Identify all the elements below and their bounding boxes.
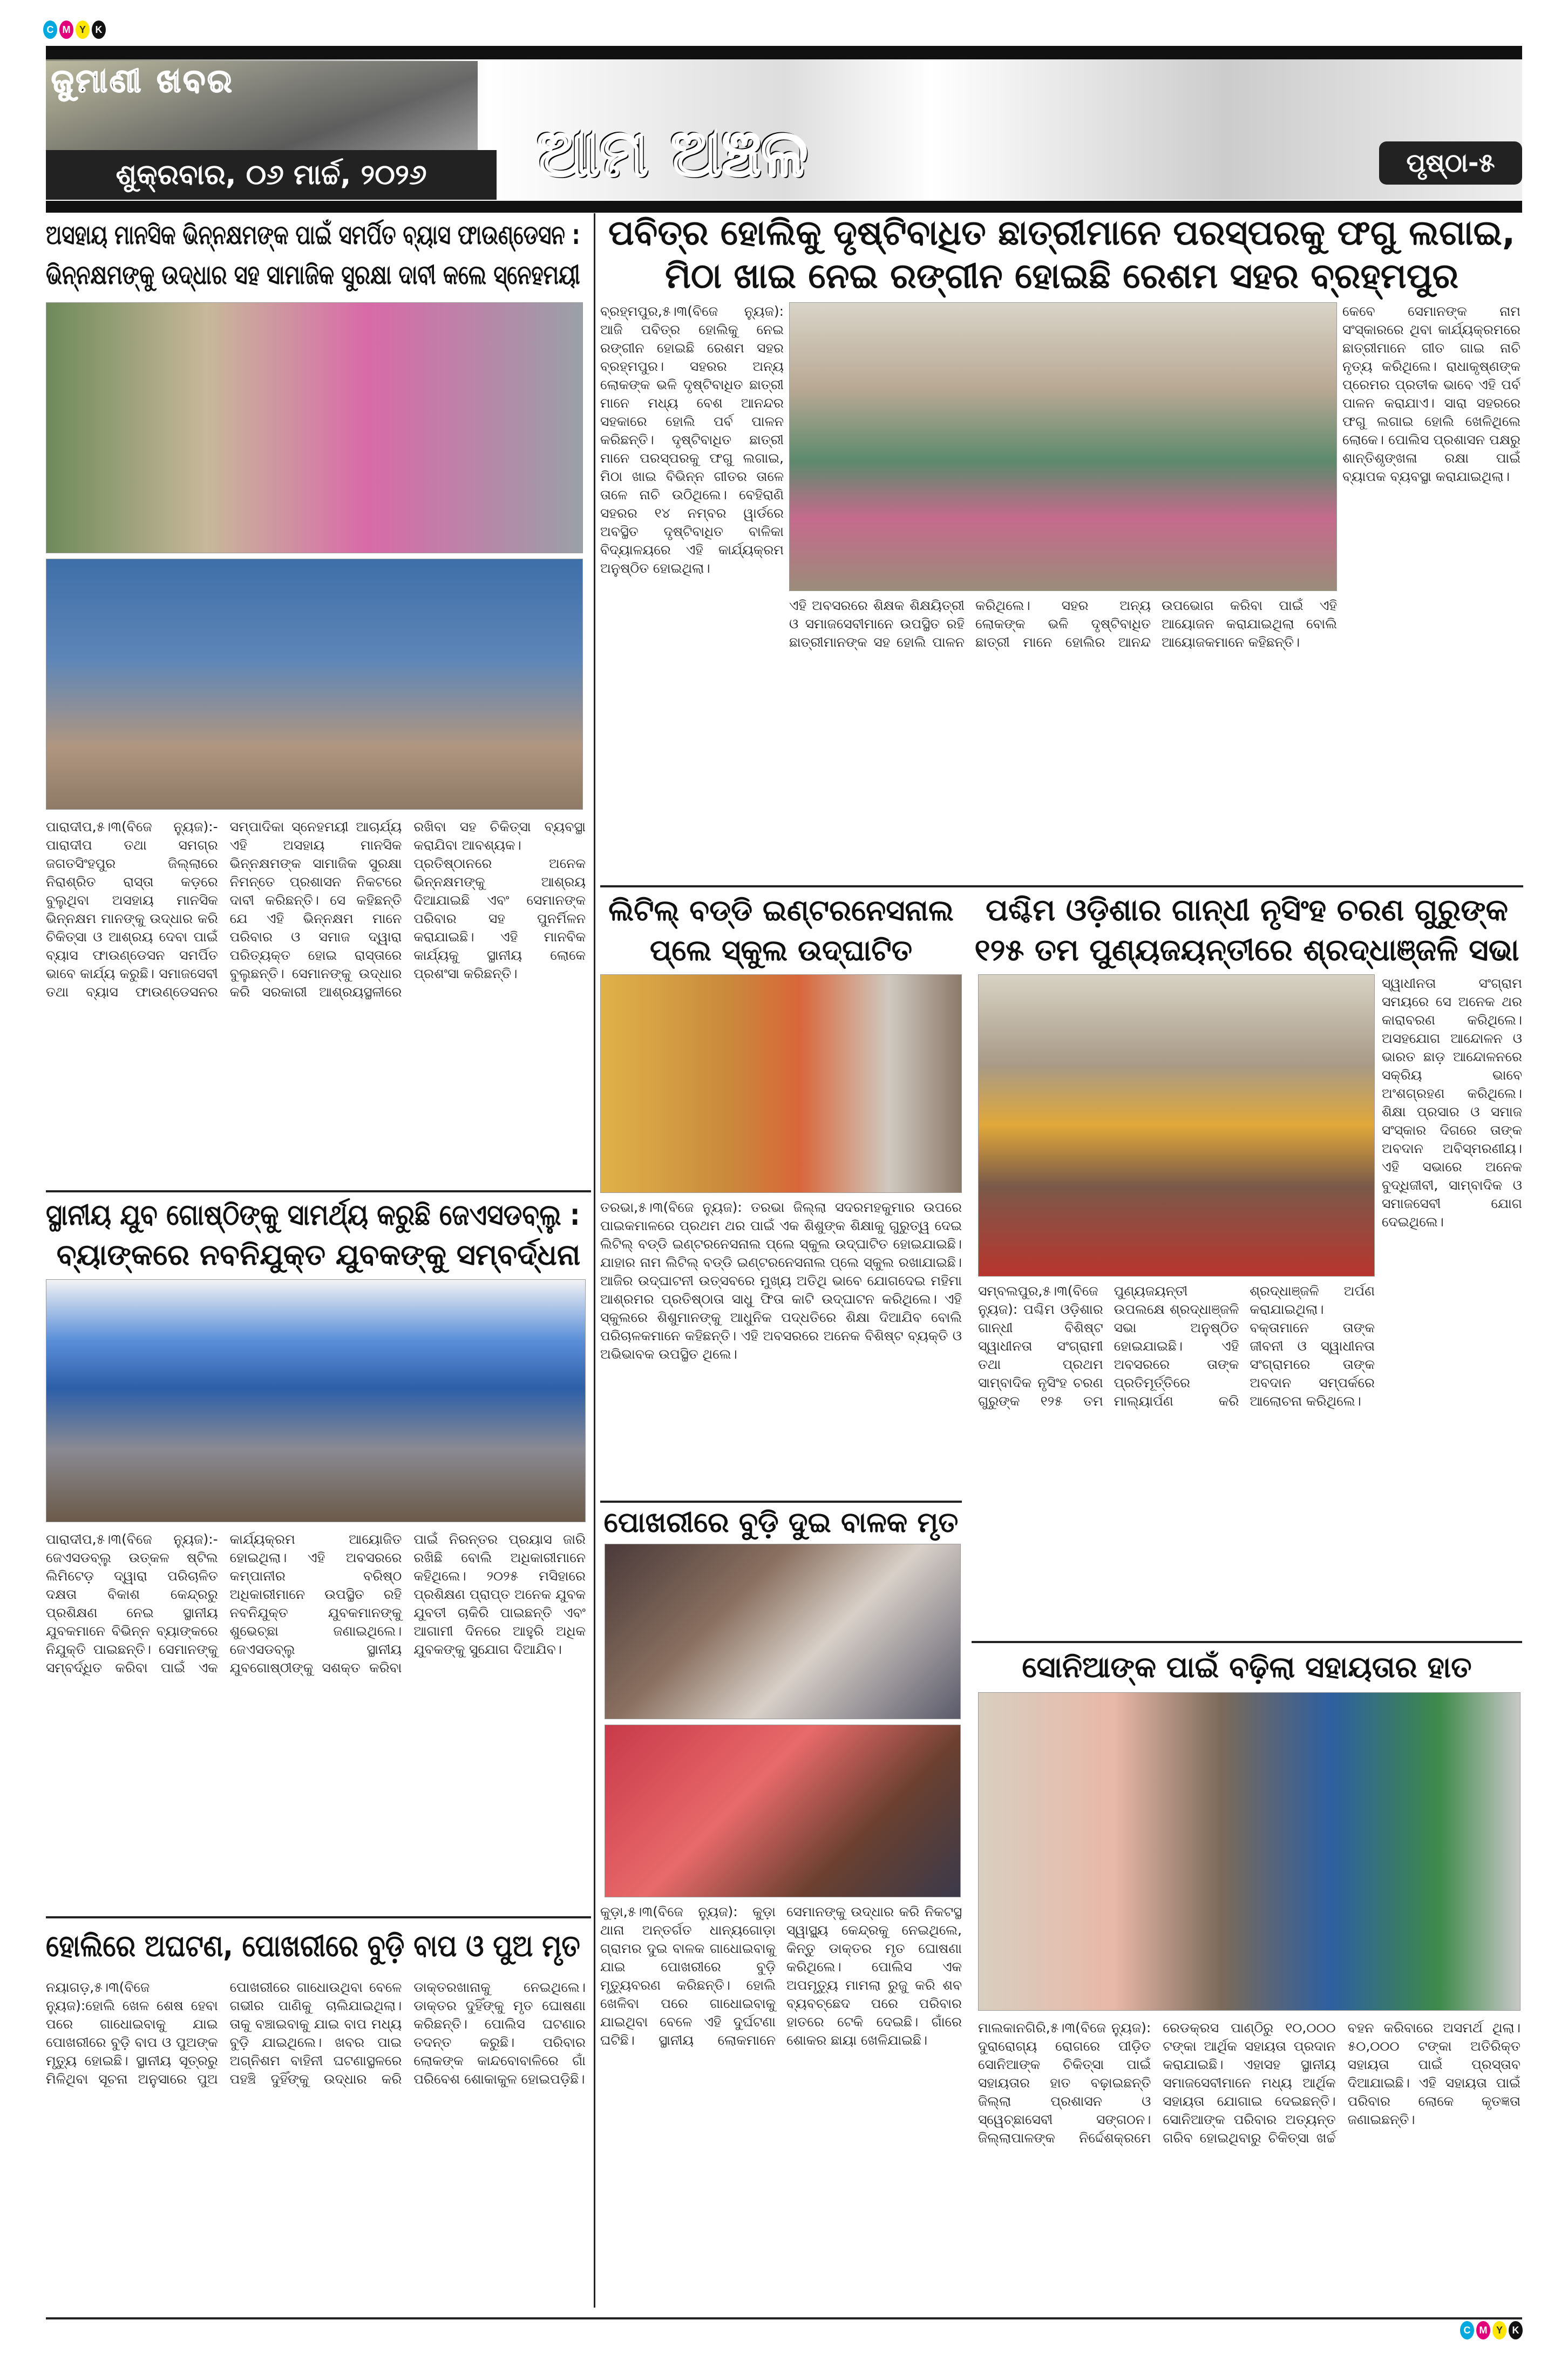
article-body xyxy=(46,1530,586,1908)
headline-line: ହୋଲିରେ ଅଘଟଣ, ପୋଖରୀରେ ବୁଡ଼ି ବାପ ଓ ପୁଅ ମୃତ xyxy=(46,1929,580,1964)
article-headline xyxy=(46,1923,591,1970)
article-body xyxy=(600,1903,962,2313)
article-photo-child-2 xyxy=(605,1725,961,1897)
headline-line: ପଶ୍ଚିମ ଓଡ଼ିଶାର ଗାନ୍ଧୀ ନୃସିଂହ ଚରଣ ଗୁରୁଙ୍କ xyxy=(986,893,1508,928)
masthead-bottom-bar xyxy=(46,201,1522,213)
article-paragraph: ନୟାଗଡ଼,୫।୩(ବିଜେ ନ୍ୟୁଜ):ହୋଲି ଖେଳ ଶେଷ ହେବା ପରେ ଗାଧୋଇବାକୁ ଯାଇ ପୋଖରୀରେ ବୁଡ଼ି ବାପ ଓ ପୁଅଙ୍କ ମୃତ୍ୟୁ ହୋଇଛି। ସ୍ଥାନୀୟ ସୂତ୍ରରୁ ମିଳିଥିବା ସୂଚନା ଅନୁସାରେ ପୁଅ ପୋଖରୀରେ ଗାଧୋଉଥିବା ବେଳେ ଗଭୀର ପାଣିକୁ ଚାଲିଯାଇଥିଲା। ତାକୁ ବଞ୍ଚାଇବାକୁ ଯାଇ ବାପ ମଧ୍ୟ ବୁଡ଼ି ଯାଇଥିଲେ। ଖବର ପାଇ ଅଗ୍ନିଶମ ବାହିନୀ ଘଟଣାସ୍ଥଳରେ ପହଞ୍ଚି ଦୁହିଁଙ୍କୁ ଉଦ୍ଧାର କରି ଡାକ୍ତରଖାନାକୁ ନେଇଥିଲେ। ଡାକ୍ତର ଦୁହିଁଙ୍କୁ ମୃତ ଘୋଷଣା କରିଛନ୍ତି। ପୋଲିସ ଘଟଣାର ତଦନ୍ତ କରୁଛି। ପରିବାର ଲୋକଙ୍କ କାନ୍ଦବୋବାଳିରେ ଗାଁ ପରିବେଶ ଶୋକାକୁଳ ହୋଇପଡ଼ିଛି। xyxy=(46,1979,586,2087)
article-headline xyxy=(600,891,962,971)
article-photo-inauguration xyxy=(600,974,962,1193)
section-divider xyxy=(46,1190,591,1192)
article-paragraph: ପାରାଦୀପ,୫।୩(ବିଜେ ନ୍ୟୁଜ):- ଜେଏସଡବ୍ଲୁ ଉତ୍କଳ ଷ୍ଟିଲ ଲିମିଟେଡ଼ ଦ୍ୱାରା ପରିଚାଳିତ ଦକ୍ଷତା ବିକାଶ କେନ୍ଦ୍ରରୁ ପ୍ରଶିକ୍ଷଣ ନେଇ ସ୍ଥାନୀୟ ଯୁବକମାନେ ବିଭିନ୍ନ ବ୍ୟାଙ୍କରେ ନିଯୁକ୍ତି ପାଇଛନ୍ତି। ସେମାନଙ୍କୁ ସମ୍ବର୍ଦ୍ଧିତ କରିବା ପାଇଁ ଏକ କାର୍ଯ୍ୟକ୍ରମ ଆୟୋଜିତ ହୋଇଥିଲା। ଏହି ଅବସରରେ କମ୍ପାନୀର ବରିଷ୍ଠ ଅଧିକାରୀମାନେ ଉପସ୍ଥିତ ରହି ନବନିଯୁକ୍ତ ଯୁବକମାନଙ୍କୁ ଶୁଭେଚ୍ଛା ଜଣାଇଥିଲେ। ଜେଏସଡବ୍ଲୁ ସ୍ଥାନୀୟ ଯୁବଗୋଷ୍ଠୀଙ୍କୁ ସଶକ୍ତ କରିବା ପାଇଁ ନିରନ୍ତର ପ୍ରୟାସ ଜାରି ରଖିଛି ବୋଲି ଅଧିକାରୀମାନେ କହିଥିଲେ। ୨୦୨୫ ମସିହାରେ ପ୍ରଶିକ୍ଷଣ ପ୍ରାପ୍ତ ଅନେକ ଯୁବକ ଯୁବତୀ ଚାକିରି ପାଇଛନ୍ତି ଏବଂ ଆଗାମୀ ଦିନରେ ଆହୁରି ଅଧିକ ଯୁବକଙ୍କୁ ସୁଯୋଗ ଦିଆଯିବ। xyxy=(46,1531,586,1675)
article-body xyxy=(1342,302,1521,883)
article-headline xyxy=(600,212,1523,298)
cmyk-cyan-icon: C xyxy=(43,21,57,39)
article-headline xyxy=(46,215,591,295)
column-divider xyxy=(594,213,595,2308)
cmyk-black-icon: K xyxy=(92,21,106,39)
article-photo-portraits xyxy=(46,302,583,553)
article-body xyxy=(46,818,586,1185)
article-paragraph: କେବେ ସେମାନଙ୍କ ନାମ ସଂସ୍କାରରେ ଥିବା କାର୍ଯ୍ୟକ୍ରମରେ ଛାତ୍ରୀମାନେ ଗୀତ ଗାଇ ନାଚି ନୃତ୍ୟ କରିଥିଲେ। ରାଧାକୃଷ୍ଣଙ୍କ ପ୍ରେମର ପ୍ରତୀକ ଭାବେ ଏହି ପର୍ବ ପାଳନ କରାଯାଏ। ସାରା ସହରରେ ଫଗୁ ଲଗାଇ ହୋଲି ଖେଳିଥିଲେ ଲୋକେ। ପୋଲିସ ପ୍ରଶାସନ ପକ୍ଷରୁ ଶାନ୍ତିଶୃଙ୍ଖଳା ରକ୍ଷା ପାଇଁ ବ୍ୟାପକ ବ୍ୟବସ୍ଥା କରାଯାଇଥିଲା। xyxy=(1342,303,1521,484)
headline-line: ବ୍ୟାଙ୍କରେ ନବନିଯୁକ୍ତ ଯୁବକଙ୍କୁ ସମ୍ବର୍ଦ୍ଧନା xyxy=(56,1238,581,1272)
headline-line: ୧୨୫ ତମ ପୁଣ୍ୟଜୟନ୍ତୀରେ ଶ୍ରଦ୍ଧାଞ୍ଜଳି ସଭା xyxy=(974,933,1519,968)
headline-line: ପ୍ଲେ ସ୍କୁଲ ଉଦ୍‌ଘାଟିତ xyxy=(649,933,913,967)
article-paragraph: କୁଡ଼ା,୫।୩(ବିଜେ ନ୍ୟୁଜ): କୁଡ଼ା ଥାନା ଅନ୍ତର୍ଗତ ଧାନ୍ୟଗୋଡ଼ା ଗ୍ରାମର ଦୁଇ ବାଳକ ଗାଧୋଇବାକୁ ଯାଇ ପୋଖରୀରେ ବୁଡ଼ି ମୃତ୍ୟୁବରଣ କରିଛନ୍ତି। ହୋଲି ଖେଳିବା ପରେ ଗାଧୋଇବାକୁ ଯାଇଥିବା ବେଳେ ଏହି ଦୁର୍ଘଟଣା ଘଟିଛି। ସ୍ଥାନୀୟ ଲୋକମାନେ ସେମାନଙ୍କୁ ଉଦ୍ଧାର କରି ନିକଟସ୍ଥ ସ୍ୱାସ୍ଥ୍ୟ କେନ୍ଦ୍ରକୁ ନେଇଥିଲେ, କିନ୍ତୁ ଡାକ୍ତର ମୃତ ଘୋଷଣା କରିଥିଲେ। ପୋଲିସ ଏକ ଅପମୃତ୍ୟୁ ମାମଲା ରୁଜୁ କରି ଶବ ବ୍ୟବଚ୍ଛେଦ ପରେ ପରିବାର ହାତରେ ଟେକି ଦେଇଛି। ଗାଁରେ ଶୋକର ଛାୟା ଖେଳିଯାଇଛି। xyxy=(600,1904,962,2048)
page-bottom-rule xyxy=(46,2317,1522,2319)
headline-line: ମିଠା ଖାଇ ନେଇ ରଙ୍ଗୀନ ହୋଇଛି ରେଶମ ସହର ବ୍ରହ୍ମପୁର xyxy=(664,256,1459,296)
cmyk-magenta-icon: M xyxy=(59,21,73,39)
article-paragraph: ଏହି ଅବସରରେ ଶିକ୍ଷକ ଶିକ୍ଷୟିତ୍ରୀ ଓ ସମାଜସେବୀମାନେ ଉପସ୍ଥିତ ରହି ଛାତ୍ରୀମାନଙ୍କ ସହ ହୋଲି ପାଳନ କରିଥିଲେ। ସହର ଅନ୍ୟ ଲୋକଙ୍କ ଭଳି ଦୃଷ୍ଟିବାଧିତ ଛାତ୍ରୀ ମାନେ ହୋଲିର ଆନନ୍ଦ ଉପଭୋଗ କରିବା ପାଇଁ ଏହି ଆୟୋଜନ କରାଯାଇଥିଲା ବୋଲି ଆୟୋଜକମାନେ କହିଛନ୍ତି। xyxy=(789,598,1337,650)
article-paragraph: ବ୍ରହ୍ମପୁର,୫।୩(ବିଜେ ନ୍ୟୁଜ): ଆଜି ପବିତ୍ର ହୋଲିକୁ ନେଇ ରଙ୍ଗୀନ ହୋଇଛି ରେଶମ ସହର ବ୍ରହ୍ମପୁର। ସହରର ଅନ୍ୟ ଲୋକଙ୍କ ଭଳି ଦୃଷ୍ଟିବାଧିତ ଛାତ୍ରୀ ମାନେ ମଧ୍ୟ ବେଶ ଆନନ୍ଦର ସହକାରେ ହୋଲି ପର୍ବ ପାଳନ କରିଛନ୍ତି। ଦୃଷ୍ଟିବାଧିତ ଛାତ୍ରୀ ମାନେ ପରସ୍ପରକୁ ଫଗୁ ଲଗାଇ, ମିଠା ଖାଇ ବିଭିନ୍ନ ଗୀତର ତାଳେ ତାଳେ ନାଚି ଉଠିଥିଲେ। ବେହିରାଣି ସହରର ୧୪ ନମ୍ବର ୱାର୍ଡରେ ଅବସ୍ଥିତ ଦୃଷ୍ଟିବାଧିତ ବାଳିକା ବିଦ୍ୟାଳୟରେ ଏହି କାର୍ଯ୍ୟକ୍ରମ ଅନୁଷ୍ଠିତ ହୋଇଥିଲା। xyxy=(600,303,784,576)
article-photo-child-1 xyxy=(605,1544,961,1719)
print-registration-marks-bottom xyxy=(1460,2321,1523,2339)
cmyk-yellow-icon: Y xyxy=(76,21,90,39)
section-title: ଆମ ଅଞ୍ଚଳ xyxy=(537,116,808,191)
headline-line: ପୋଖରୀରେ ବୁଡ଼ି ଦୁଇ ବାଳକ ମୃତ xyxy=(603,1507,959,1539)
article-photo-tribute xyxy=(978,974,1375,1277)
article-body xyxy=(600,1198,962,1495)
headline-line: ଭିନ୍ନକ୍ଷମଙ୍କୁ ଉଦ୍ଧାର ସହ ସାମାଜିକ ସୁରକ୍ଷା ଦାବୀ କଲେ ସ୍ନେହମୟୀ xyxy=(46,259,580,290)
article-headline xyxy=(46,1195,591,1275)
article-body xyxy=(789,596,1337,883)
article-headline xyxy=(600,1505,962,1541)
masthead-top-bar xyxy=(46,46,1522,61)
article-body xyxy=(46,1978,586,2313)
article-photo-hospital xyxy=(978,1692,1521,2011)
article-headline xyxy=(972,891,1522,971)
article-paragraph: ତରଭା,୫।୩(ବିଜେ ନ୍ୟୁଜ): ତରଭା ଜିଲ୍ଲା ସଦରମହକୁମାର ଉପରେ ପାଇକମାଳରେ ପ୍ରଥମ ଥର ପାଇଁ ଏକ ଶିଶୁଙ୍କ ଶିକ୍ଷାକୁ ଗୁରୁତ୍ୱ ଦେଇ ଲିଟିଲ୍ ବଡ୍ଡି ଇଣ୍ଟରନେସନାଲ ପ୍ଲେ ସ୍କୁଲ ଉଦ୍‌ଘାଟିତ ହୋଇଯାଇଛି। ଯାହାର ନାମ ଲିଟିଲ୍ ବଡ୍ଡି ଇଣ୍ଟରନେସନାଲ ପ୍ଲେ ସ୍କୁଲ ରଖାଯାଇଛି। ଆଜିର ଉଦ୍‌ଘାଟନୀ ଉତ୍ସବରେ ମୁଖ୍ୟ ଅତିଥି ଭାବେ ଯୋଗଦେଇ ମହିମା ଆଶ୍ରମର ପ୍ରତିଷ୍ଠାତା ସାଧୁ ଫିତା କାଟି ଉଦ୍‌ଘାଟନ କରିଥିଲେ। ଏହି ସ୍କୁଲରେ ଶିଶୁମାନଙ୍କୁ ଆଧୁନିକ ପଦ୍ଧତିରେ ଶିକ୍ଷା ଦିଆଯିବ ବୋଲି ପରିଚାଳକମାନେ କହିଛନ୍ତି। ଏହି ଅବସରରେ ଅନେକ ବିଶିଷ୍ଟ ବ୍ୟକ୍ତି ଓ ଅଭିଭାବକ ଉପସ୍ଥିତ ଥିଲେ। xyxy=(600,1199,962,1362)
headline-line: ସ୍ଥାନୀୟ ଯୁବ ଗୋଷ୍ଠିଙ୍କୁ ସାମର୍ଥ୍ୟ କରୁଛି ଜେଏସଡବ୍ଲୁ : xyxy=(46,1198,580,1232)
article-paragraph: ପ୍ରତିଷ୍ଠାନରେ ଅନେକ ଭିନ୍ନକ୍ଷମଙ୍କୁ ଆଶ୍ରୟ ଦିଆଯାଇଛି ଏବଂ ସେମାନଙ୍କ ପରିବାର ସହ ପୁନର୍ମିଳନ କରାଯାଇଛି। ଏହି ମାନବିକ କାର୍ଯ୍ୟକୁ ସ୍ଥାନୀୟ ଲୋକେ ପ୍ରଶଂସା କରିଛନ୍ତି। xyxy=(413,856,586,981)
article-body xyxy=(978,1282,1375,1633)
article-body xyxy=(978,2019,1521,2313)
cmyk-yellow-icon: Y xyxy=(1492,2321,1506,2339)
issue-date: ଶୁକ୍ରବାର, ୦୬ ମାର୍ଚ୍ଚ, ୨୦୨୬ xyxy=(46,150,497,200)
article-paragraph: ପାରାଦୀପ,୫।୩(ବିଜେ ନ୍ୟୁଜ):- ପାରାଦୀପ ତଥା ସମଗ୍ର ଜଗତସିଂହପୁର ଜିଲ୍ଲାରେ ନିରାଶ୍ରିତ ରାସ୍ତା କଡ଼ରେ ବୁଲୁଥିବା ଅସହାୟ ମାନସିକ ଭିନ୍ନକ୍ଷମ ମାନଙ୍କୁ ଉଦ୍ଧାର କରି ଚିକିତ୍ସା ଓ ଆଶ୍ରୟ ଦେବା ପାଇଁ ବ୍ୟାସ ଫାଉଣ୍ଡେସନ ସମର୍ପିତ ଭାବେ କାର୍ଯ୍ୟ କରୁଛି। ସମାଜସେବୀ ତଥା ବ୍ୟାସ ଫାଉଣ୍ଡେସନର ସମ୍ପାଦିକା ସ୍ନେହମୟୀ ଆଚାର୍ଯ୍ୟ ଏହି ଅସହାୟ ମାନସିକ ଭିନ୍ନକ୍ଷମଙ୍କ ସାମାଜିକ ସୁରକ୍ଷା ନିମନ୍ତେ ପ୍ରଶାସନ ନିକଟରେ ଦାବୀ କରିଛନ୍ତି। ସେ କହିଛନ୍ତି ଯେ ଏହି ଭିନ୍ନକ୍ଷମ ମାନେ ପରିବାର ଓ ସମାଜ ଦ୍ୱାରା ପରିତ୍ୟକ୍ତ ହୋଇ ରାସ୍ତାରେ ବୁଲୁଛନ୍ତି। ସେମାନଙ୍କୁ ଉଦ୍ଧାର କରି ସରକାରୀ ଆଶ୍ରୟସ୍ଥଳୀରେ ରଖିବା ସହ ଚିକିତ୍ସା ବ୍ୟବସ୍ଥା କରାଯିବା ଆବଶ୍ୟକ। xyxy=(46,819,586,1000)
article-body xyxy=(600,302,784,883)
cmyk-black-icon: K xyxy=(1509,2321,1523,2339)
cmyk-magenta-icon: M xyxy=(1476,2321,1490,2339)
article-paragraph: ସମ୍ବଲପୁର,୫।୩(ବିଜେ ନ୍ୟୁଜ): ପଶ୍ଚିମ ଓଡ଼ିଶାର ଗାନ୍ଧୀ ବିଶିଷ୍ଟ ସ୍ୱାଧୀନତା ସଂଗ୍ରାମୀ ତଥା ପ୍ରଥମ ସାମ୍ବାଦିକ ନୃସିଂହ ଚରଣ ଗୁରୁଙ୍କ ୧୨୫ ତମ ପୁଣ୍ୟଜୟନ୍ତୀ ଉପଲକ୍ଷେ ଶ୍ରଦ୍ଧାଞ୍ଜଳି ସଭା ଅନୁଷ୍ଠିତ ହୋଇଯାଇଛି। ଏହି ଅବସରରେ ତାଙ୍କ ପ୍ରତିମୂର୍ତ୍ତିରେ ମାଲ୍ୟାର୍ପଣ କରି ଶ୍ରଦ୍ଧାଞ୍ଜଳି ଅର୍ପଣ କରାଯାଇଥିଲା। ବକ୍ତାମାନେ ତାଙ୍କ ଜୀବନୀ ଓ ସ୍ୱାଧୀନତା ସଂଗ୍ରାମରେ ତାଙ୍କ ଅବଦାନ ସମ୍ପର୍କରେ ଆଲୋଚନା କରିଥିଲେ। xyxy=(978,1283,1375,1409)
section-divider xyxy=(46,1916,591,1918)
article-photo-group xyxy=(46,559,583,810)
headline-line: ଲିଟିଲ୍ ବଡ୍ଡି ଇଣ୍ଟରନେସନାଲ xyxy=(608,893,954,927)
print-registration-marks-top xyxy=(43,21,106,39)
headline-line: ପବିତ୍ର ହୋଲିକୁ ଦୃଷ୍ଟିବାଧିତ ଛାତ୍ରୀମାନେ ପରସ୍ପରକୁ ଫଗୁ ଲଗାଇ, xyxy=(608,213,1516,253)
article-photo-felicitation xyxy=(46,1279,586,1522)
newspaper-name: ଜୁମାଣୀ ଖବର xyxy=(51,62,234,100)
headline-line: ଅସହାୟ ମାନସିକ ଭିନ୍ନକ୍ଷମଙ୍କ ପାଇଁ ସମର୍ପିତ ବ୍ୟାସ ଫାଉଣ୍ଡେସନ : xyxy=(46,219,580,250)
section-divider xyxy=(600,1501,962,1503)
article-paragraph: ମାଲକାନଗିରି,୫।୩(ବିଜେ ନ୍ୟୁଜ): ଦୁରାରୋଗ୍ୟ ରୋଗରେ ପୀଡ଼ିତ ସୋନିଆଙ୍କ ଚିକିତ୍ସା ପାଇଁ ସହାୟତାର ହାତ ବଢ଼ାଇଛନ୍ତି ଜିଲ୍ଲା ପ୍ରଶାସନ ଓ ସ୍ୱେଚ୍ଛାସେବୀ ସଙ୍ଗଠନ। ଜିଲ୍ଲାପାଳଙ୍କ ନିର୍ଦ୍ଦେଶକ୍ରମେ ରେଡକ୍ରସ ପାଣ୍ଠିରୁ ୧୦,୦୦୦ ଟଙ୍କା ଆର୍ଥିକ ସହାୟତା ପ୍ରଦାନ କରାଯାଇଛି। ଏହାସହ ସ୍ଥାନୀୟ ସମାଜସେବୀମାନେ ମଧ୍ୟ ଆର୍ଥିକ ସହାୟତା ଯୋଗାଇ ଦେଇଛନ୍ତି। ସୋନିଆଙ୍କ ପରିବାର ଅତ୍ୟନ୍ତ ଗରିବ ହୋଇଥିବାରୁ ଚିକିତ୍ସା ଖର୍ଚ୍ଚ ବହନ କରିବାରେ ଅସମର୍ଥ ଥିଲା। ୫୦,୦୦୦ ଟଙ୍କା ଅତିରିକ୍ତ ସହାୟତା ପାଇଁ ପ୍ରସ୍ତାବ ଦିଆଯାଇଛି। ଏହି ସହାୟତା ପାଇଁ ପରିବାର ଲୋକେ କୃତଜ୍ଞତା ଜଣାଇଛନ୍ତି। xyxy=(978,2020,1521,2146)
headline-line: ସୋନିଆଙ୍କ ପାଇଁ ବଢ଼ିଲା ସହାୟତାର ହାତ xyxy=(1022,1650,1472,1684)
section-divider xyxy=(600,885,1523,887)
article-headline xyxy=(972,1646,1522,1688)
cmyk-cyan-icon: C xyxy=(1460,2321,1474,2339)
article-paragraph: ସ୍ୱାଧୀନତା ସଂଗ୍ରାମ ସମୟରେ ସେ ଅନେକ ଥର କାରାବରଣ କରିଥିଲେ। ଅସହଯୋଗ ଆନ୍ଦୋଳନ ଓ ଭାରତ ଛାଡ଼ ଆନ୍ଦୋଳନରେ ସକ୍ରିୟ ଭାବେ ଅଂଶଗ୍ରହଣ କରିଥିଲେ। ଶିକ୍ଷା ପ୍ରସାର ଓ ସମାଜ ସଂସ୍କାର ଦିଗରେ ତାଙ୍କ ଅବଦାନ ଅବିସ୍ମରଣୀୟ। ଏହି ସଭାରେ ଅନେକ ବୁଦ୍ଧିଜୀବୀ, ସାମ୍ବାଦିକ ଓ ସମାଜସେବୀ ଯୋଗ ଦେଇଥିଲେ। xyxy=(1382,975,1522,1230)
section-divider xyxy=(972,1641,1522,1643)
article-photo-holi xyxy=(789,302,1337,591)
page-number: ପୃଷ୍ଠା-୫ xyxy=(1379,141,1522,185)
article-body xyxy=(1382,974,1522,1633)
